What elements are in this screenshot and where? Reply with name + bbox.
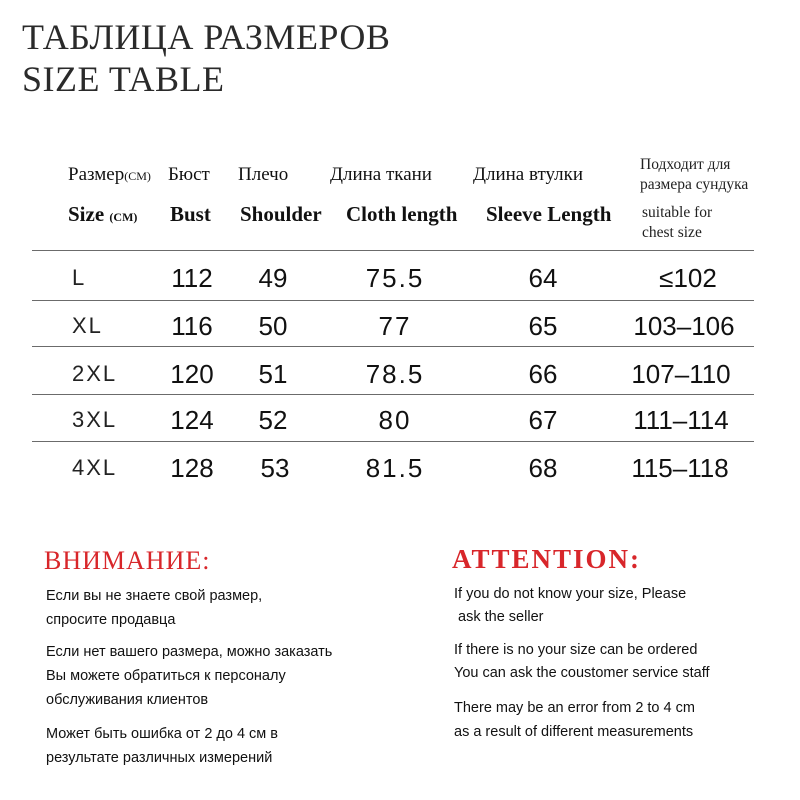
attention-ru-line: результате различных измерений <box>46 750 273 766</box>
cell-size: XL <box>72 313 103 338</box>
header-size-ru-label: Размер <box>68 164 125 185</box>
attention-en-line: If you do not know your size, Please <box>454 586 687 602</box>
cell-size: L <box>72 265 87 290</box>
attention-en-title: ATTENTION: <box>452 544 642 574</box>
attention-en-line: You can ask the coustomer service staff <box>454 665 710 681</box>
attention-ru-line: Если вы не знаете свой размер, <box>46 588 263 604</box>
cell-cloth: 78.5 <box>365 359 425 389</box>
header-chest-ru-line1: Подходит для <box>640 156 731 173</box>
cell-sleeve: 64 <box>528 263 558 293</box>
cell-chest: ≤102 <box>659 263 717 293</box>
title-ru: ТАБЛИЦА РАЗМЕРОВ <box>22 17 391 57</box>
table-row <box>0 354 800 394</box>
table-row <box>0 306 800 346</box>
cell-bust: 120 <box>170 359 214 389</box>
header-size-ru-unit: (CM) <box>124 169 151 183</box>
cell-cloth: 81.5 <box>365 453 425 483</box>
attention-en-line: ask the seller <box>454 609 544 625</box>
cell-shoulder: 49 <box>258 263 288 293</box>
header-size-en <box>68 202 137 227</box>
table-row <box>0 448 800 488</box>
header-bust-ru: Бюст <box>168 164 210 185</box>
attention-ru-line: Может быть ошибка от 2 до 4 см в <box>46 726 279 742</box>
title-en: SIZE TABLE <box>22 59 225 99</box>
header-sleeve-en: Sleeve Length <box>486 202 612 226</box>
cell-shoulder: 51 <box>258 359 288 389</box>
header-bust-en: Bust <box>170 202 211 226</box>
cell-bust: 116 <box>171 311 213 341</box>
cell-chest: 115–118 <box>631 453 729 483</box>
header-shoulder-en: Shoulder <box>240 202 322 226</box>
attention-ru-line: Вы можете обратиться к персоналу <box>46 668 286 684</box>
cell-chest: 103–106 <box>633 311 735 341</box>
attention-ru-title: ВНИМАНИЕ: <box>44 546 211 575</box>
cell-shoulder: 52 <box>258 405 288 435</box>
cell-sleeve: 66 <box>528 359 558 389</box>
cell-bust: 128 <box>170 453 214 483</box>
header-sleeve-ru: Длина втулки <box>473 164 584 185</box>
table-rule <box>32 394 754 395</box>
header-chest-en-line1: suitable for <box>642 204 713 221</box>
attention-en-line: If there is no your size can be ordered <box>454 642 698 658</box>
cell-shoulder: 50 <box>258 311 288 341</box>
attention-ru-line: обслуживания клиентов <box>46 692 209 708</box>
cell-size: 4XL <box>72 455 118 480</box>
table-row <box>0 400 800 440</box>
cell-bust: 112 <box>171 263 213 293</box>
cell-bust: 124 <box>170 405 214 435</box>
header-size-ru <box>68 164 151 186</box>
header-cloth-ru: Длина ткани <box>330 164 432 185</box>
header-shoulder-ru: Плечо <box>238 164 289 185</box>
attention-ru-line: спросите продавца <box>46 612 176 628</box>
table-rule <box>32 346 754 347</box>
attention-ru-line: Если нет вашего размера, можно заказать <box>46 644 333 660</box>
table-rule <box>32 250 754 251</box>
header-size-en-unit: (CM) <box>109 210 138 224</box>
cell-cloth: 77 <box>378 311 412 341</box>
header-chest-ru-line2: размера сундука <box>640 176 749 193</box>
cell-sleeve: 68 <box>528 453 558 483</box>
cell-sleeve: 65 <box>528 311 558 341</box>
header-size-en-label: Size <box>68 202 105 226</box>
cell-chest: 111–114 <box>633 405 729 435</box>
table-row <box>0 258 800 298</box>
cell-cloth: 75.5 <box>365 263 425 293</box>
header-cloth-en: Cloth length <box>346 202 458 226</box>
cell-sleeve: 67 <box>528 405 558 435</box>
table-rule <box>32 300 754 301</box>
cell-size: 3XL <box>72 407 118 432</box>
cell-chest: 107–110 <box>631 359 731 389</box>
header-chest-en-line2: chest size <box>642 224 702 241</box>
cell-size: 2XL <box>72 361 118 386</box>
attention-en-line: There may be an error from 2 to 4 cm <box>454 700 695 716</box>
cell-shoulder: 53 <box>260 453 290 483</box>
cell-cloth: 80 <box>378 405 412 435</box>
table-rule <box>32 441 754 442</box>
attention-en-line: as a result of different measurements <box>454 724 694 740</box>
